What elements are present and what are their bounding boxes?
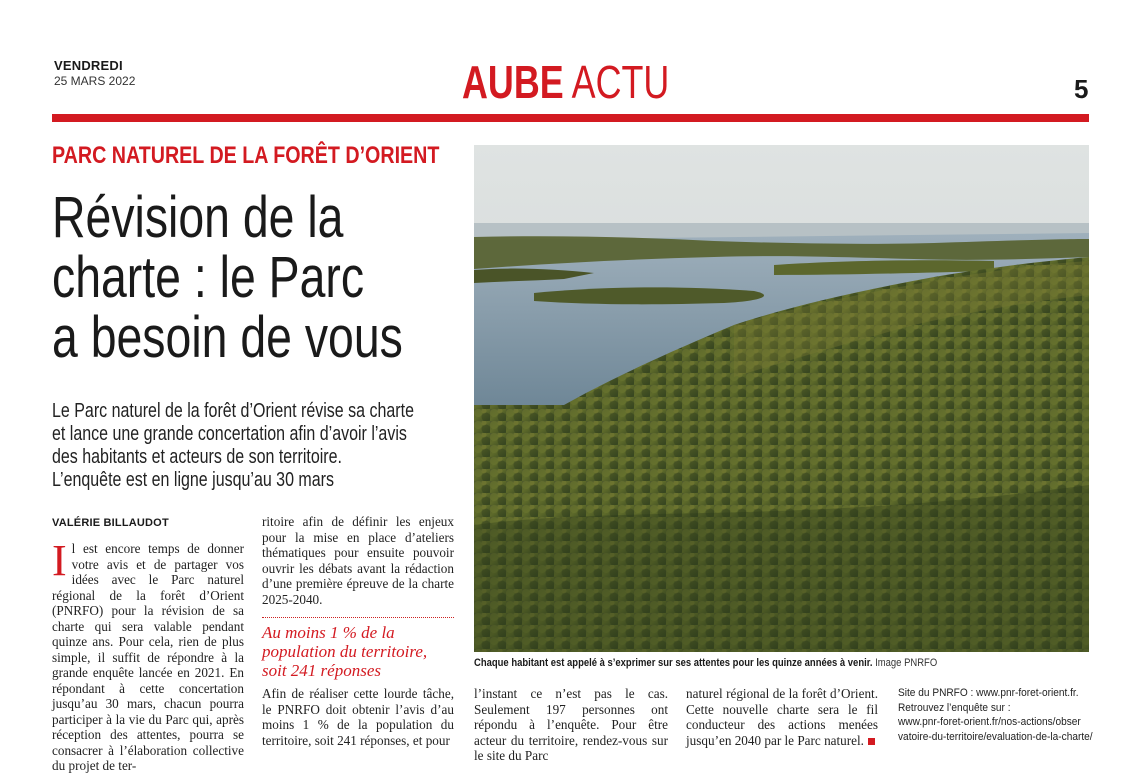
drop-cap: I [52,536,67,585]
body-text: Afin de réaliser cette lourde tâche, le PNRFO doit obtenir l’avis d’au moins 1 % de la population du territoire, soit 241 réponses, et pour [262,686,454,748]
section-title-bold: AUBE [462,56,564,108]
lead-line: Le Parc naturel de la forêt d’Orient révise sa charte [52,400,414,422]
lead-line: et lance une grande concertation afin d’avoir l’avis [52,423,407,445]
body-text [686,686,878,748]
header-rule [52,114,1089,122]
edition-day: VENDREDI [54,58,123,73]
article-kicker: PARC NATUREL DE LA FORÊT D’ORIENT [52,142,440,169]
note-line: www.pnr-foret-orient.fr/nos-actions/obser [898,716,1081,728]
quote-divider [262,617,454,618]
note-line: Retrouvez l’enquête sur : [898,701,1011,714]
caption-text: Chaque habitant est appelé à s’exprimer sur ses attentes pour les quinze années à venir. [474,657,873,669]
body-column-2 [262,514,454,607]
end-mark-icon [868,738,875,745]
section-title-light: ACTU [571,56,670,108]
body-column-3 [474,686,668,764]
headline-line: charte : le Parc [52,245,365,310]
note-line: vatoire-du-territoire/evaluation-de-la-charte/ [898,730,1093,743]
photo-credit: Image PNRFO [875,657,938,669]
body-text: l’instant ce n’est pas le cas. Seulement 197 personnes ont répondu à l’enquête. Pour être acteur du territoire, rendez-vous sur le site du Parc [474,686,668,763]
body-text-final: naturel régional de la forêt d’Orient. Cette nouvelle charte sera le fil conducteur des actions menées jusqu’en 2040 par le Parc naturel. [686,686,878,748]
info-note [898,686,1093,744]
headline-line: Révision de la [52,185,344,250]
aerial-forest-lake-photo [474,145,1089,652]
page-number: 5 [1074,74,1089,104]
article-lead [52,400,468,492]
body-column-1 [52,536,244,774]
body-text: ritoire afin de définir les enjeux pour la mise en place d’ateliers thématiques pour ensuite pouvoir ouvrir les débats avant la rédaction d’une première épreuve de la charte 2025-2040. [262,514,454,607]
pull-quote: Au moins 1 % de la population du territoire, soit 241 réponses [262,623,428,680]
photo-caption [474,657,937,669]
article-headline [52,185,500,370]
section-title [462,58,669,106]
lead-line: L’enquête est en ligne jusqu’au 30 mars [52,469,334,491]
edition-date: 25 MARS 2022 [54,74,136,88]
byline: VALÉRIE BILLAUDOT [52,517,169,529]
body-column-4 [686,686,878,748]
body-column-2-continued [262,686,454,748]
headline-line: a besoin de vous [52,305,403,370]
lead-line: des habitants et acteurs de son territoire. [52,446,342,468]
body-text: l est encore temps de donner votre avis et de partager vos idées avec le Parc naturel régional de la forêt d’Orient (PNRFO) pour la révision de sa charte qui sera valable pendant quinze ans. Pour cela, rien de plus simple, il suffit de répondre à la grande enquête lancée en 2021. En répondant à cette concertation jusqu’au 30 mars, chacun pourra participer à la vie du Parc qui, après réception des attentes, pourra se consacrer à l’élaboration collective du projet de ter- [52,541,244,773]
note-line: Site du PNRFO : www.pnr-foret-orient.fr. [898,687,1079,699]
